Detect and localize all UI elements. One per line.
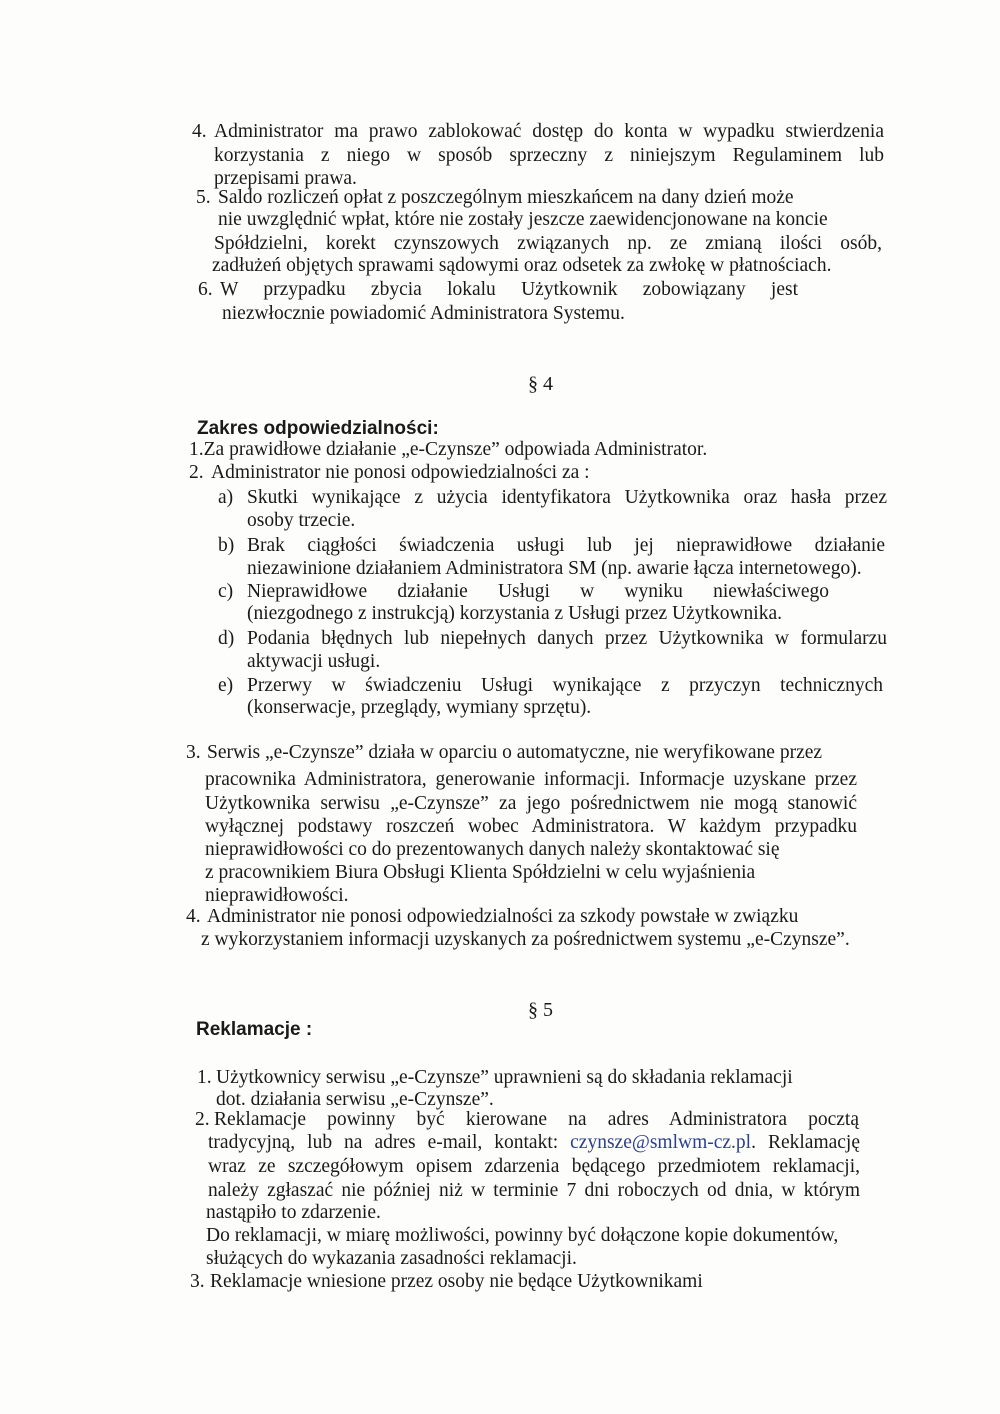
item-number: 2. bbox=[195, 1109, 210, 1130]
item-number: 2. bbox=[189, 462, 204, 483]
item-4b-line-2: z wykorzystaniem informacji uzyskanych za pośrednictwem systemu „e-Czynsze”. bbox=[201, 929, 850, 950]
subitem-d-line-1: Podania błędnych lub niepełnych danych przez Użytkownika w formularzu bbox=[247, 628, 887, 649]
item-4-line-1: Administrator ma prawo zablokować dostęp do konta w wypadku stwierdzenia bbox=[214, 121, 884, 142]
item-4-line-2: korzystania z niego w sposób sprzeczny z niniejszym Regulaminem lub bbox=[214, 145, 884, 166]
item-number: 1. bbox=[197, 1067, 212, 1088]
s5-item-2-line-2-start: tradycyjną, lub na adres e-mail, kontakt: bbox=[208, 1132, 571, 1153]
item-3-line-7: nieprawidłowości. bbox=[205, 885, 349, 906]
s5-item-2-line-4: należy zgłaszać nie później niż w terminie 7 dni roboczych od dnia, w którym bbox=[208, 1180, 860, 1201]
item-3-line-4: wyłącznej podstawy roszczeń wobec Administratora. W każdym przypadku bbox=[205, 816, 857, 837]
item-4-line-3: przepisami prawa. bbox=[214, 168, 357, 189]
section-5-symbol: § 5 bbox=[528, 999, 553, 1021]
item-6-line-2: niezwłocznie powiadomić Administratora Systemu. bbox=[222, 303, 625, 324]
item-3-line-2: pracownika Administratora, generowanie informacji. Informacje uzyskane przez bbox=[205, 769, 857, 790]
s5-item-2-line-3: wraz ze szczegółowym opisem zdarzenia będącego przedmiotem reklamacji, bbox=[208, 1156, 860, 1177]
item-number: 5. bbox=[196, 187, 211, 208]
section-4-item-2: Administrator nie ponosi odpowiedzialności za : bbox=[211, 462, 590, 483]
subitem-letter: d) bbox=[218, 628, 235, 649]
subitem-b-line-1: Brak ciągłości świadczenia usługi lub jej nieprawidłowe działanie bbox=[247, 535, 885, 556]
s5-item-2-line-2-end: . Reklamację bbox=[751, 1132, 860, 1153]
subitem-a-line-2: osoby trzecie. bbox=[247, 510, 356, 531]
item-number: 4. bbox=[192, 121, 207, 142]
item-3-line-3: Użytkownika serwisu „e-Czynsze” za jego pośrednictwem nie mogą stanowić bbox=[205, 793, 857, 814]
subitem-letter: b) bbox=[218, 535, 235, 556]
s5-item-1-line-1: Użytkownicy serwisu „e-Czynsze” uprawnieni są do składania reklamacji bbox=[216, 1067, 793, 1088]
item-number: 6. bbox=[198, 279, 213, 300]
subitem-a-line-1: Skutki wynikające z użycia identyfikatora Użytkownika oraz hasła przez bbox=[247, 487, 887, 508]
s5-item-2-note-2: służących do wykazania zasadności reklamacji. bbox=[206, 1248, 577, 1269]
subitem-e-line-2: (konserwacje, przeglądy, wymiany sprzętu). bbox=[247, 697, 592, 718]
item-number: 4. bbox=[186, 906, 201, 927]
item-5-line-3: Spółdzielni, korekt czynszowych związanych np. ze zmianą ilości osób, bbox=[214, 233, 882, 254]
s5-item-2-line-5: nastąpiło to zdarzenie. bbox=[206, 1202, 381, 1223]
section-5-heading: Reklamacje : bbox=[196, 1019, 313, 1040]
subitem-letter: c) bbox=[218, 581, 234, 602]
subitem-c-line-2: (niezgodnego z instrukcją) korzystania z Usługi przez Użytkownika. bbox=[247, 603, 782, 624]
item-3-line-1: Serwis „e-Czynsze” działa w oparciu o automatyczne, nie weryfikowane przez bbox=[207, 742, 823, 763]
item-number: 3. bbox=[186, 742, 201, 763]
s5-item-1-line-2: dot. działania serwisu „e-Czynsze”. bbox=[216, 1089, 494, 1110]
item-5-line-4: zadłużeń objętych sprawami sądowymi oraz odsetek za zwłokę w płatnościach. bbox=[212, 255, 832, 276]
item-4b-line-1: Administrator nie ponosi odpowiedzialności za szkody powstałe w związku bbox=[207, 906, 799, 927]
subitem-letter: e) bbox=[218, 675, 234, 696]
s5-item-3-line-1: Reklamacje wniesione przez osoby nie będące Użytkownikami bbox=[210, 1271, 703, 1292]
email-link[interactable]: czynsze@smlwm-cz.pl bbox=[570, 1132, 752, 1153]
item-6-line-1: W przypadku zbycia lokalu Użytkownik zobowiązany jest bbox=[220, 279, 798, 300]
item-5-line-1: Saldo rozliczeń opłat z poszczególnym mieszkańcem na dany dzień może bbox=[218, 187, 794, 208]
section-4-heading: Zakres odpowiedzialności: bbox=[197, 418, 439, 439]
subitem-letter: a) bbox=[218, 487, 234, 508]
item-5-line-2: nie uwzględnić wpłat, które nie zostały jeszcze zaewidencjonowane na koncie bbox=[218, 209, 828, 230]
s5-item-2-note-1: Do reklamacji, w miarę możliwości, powinny być dołączone kopie dokumentów, bbox=[206, 1225, 839, 1246]
s5-item-2-line-1: Reklamacje powinny być kierowane na adres Administratora pocztą bbox=[214, 1109, 859, 1130]
item-3-line-6: z pracownikiem Biura Obsługi Klienta Spółdzielni w celu wyjaśnienia bbox=[205, 862, 756, 883]
section-4-symbol: § 4 bbox=[528, 373, 553, 395]
subitem-c-line-1: Nieprawidłowe działanie Usługi w wyniku niewłaściwego bbox=[247, 581, 829, 602]
item-number: 3. bbox=[190, 1271, 205, 1292]
subitem-e-line-1: Przerwy w świadczeniu Usługi wynikające z przyczyn technicznych bbox=[247, 675, 883, 696]
section-4-item-1: 1.Za prawidłowe działanie „e-Czynsze” odpowiada Administrator. bbox=[189, 439, 708, 460]
s5-item-2-line-2 bbox=[208, 1131, 860, 1155]
item-3-line-5: nieprawidłowości co do prezentowanych danych należy skontaktować się bbox=[205, 839, 780, 860]
subitem-b-line-2: niezawinione działaniem Administratora SM (np. awarie łącza internetowego). bbox=[247, 558, 862, 579]
subitem-d-line-2: aktywacji usługi. bbox=[247, 651, 381, 672]
